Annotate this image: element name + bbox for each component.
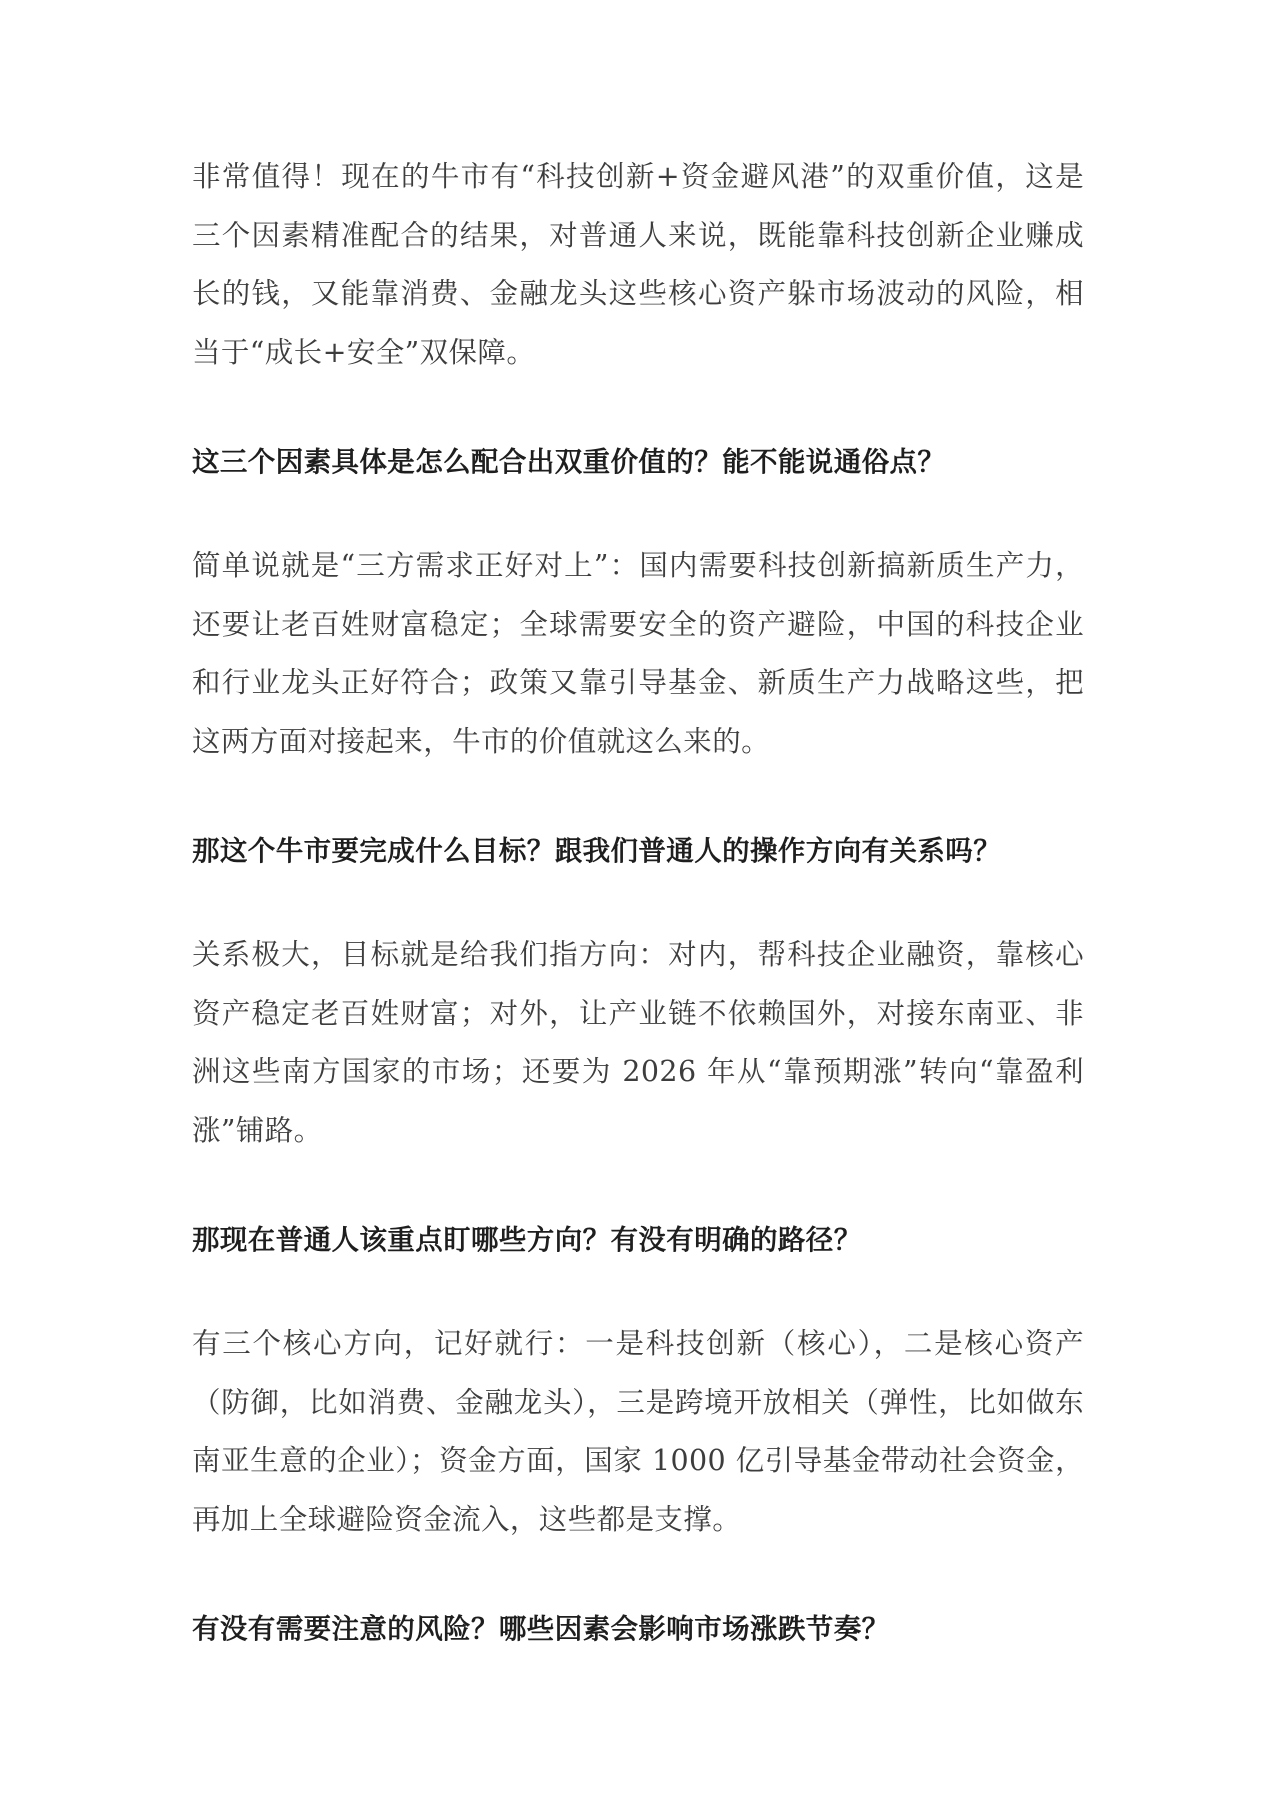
answer-paragraph-3: 关系极大，目标就是给我们指方向：对内，帮科技企业融资，靠核心资产稳定老百姓财富；对外，让产业链不依赖国外，对接东南亚、非洲这些南方国家的市场；还要为 2026 年从“靠预期涨”转向“靠盈利涨”铺路。 — [192, 938, 1084, 1147]
question-heading-2: 那这个牛市要完成什么目标？跟我们普通人的操作方向有关系吗？ — [192, 835, 1002, 867]
answer-paragraph-1: 非常值得！现在的牛市有“科技创新+资金避风港”的双重价值，这是三个因素精准配合的结果，对普通人来说，既能靠科技创新企业赚成长的钱，又能靠消费、金融龙头这些核心资产躲市场波动的风险，相当于“成长+安全”双保障。 — [192, 160, 1084, 369]
answer-paragraph-2: 简单说就是“三方需求正好对上”：国内需要科技创新搞新质生产力，还要让老百姓财富稳定；全球需要安全的资产避险，中国的科技企业和行业龙头正好符合；政策又靠引导基金、新质生产力战略这些，把这两方面对接起来，牛市的价值就这么来的。 — [192, 549, 1084, 758]
question-heading-1: 这三个因素具体是怎么配合出双重价值的？能不能说通俗点？ — [192, 446, 946, 478]
question-heading-3: 那现在普通人该重点盯哪些方向？有没有明确的路径？ — [192, 1224, 862, 1256]
document-page — [192, 148, 1084, 1704]
answer-paragraph-4: 有三个核心方向，记好就行：一是科技创新（核心），二是核心资产（防御，比如消费、金融龙头），三是跨境开放相关（弹性，比如做东南亚生意的企业）；资金方面，国家 1000 亿引导基金带动社会资金，再加上全球避险资金流入，这些都是支撑。 — [192, 1327, 1084, 1536]
question-heading-4: 有没有需要注意的风险？哪些因素会影响市场涨跌节奏？ — [192, 1613, 890, 1645]
